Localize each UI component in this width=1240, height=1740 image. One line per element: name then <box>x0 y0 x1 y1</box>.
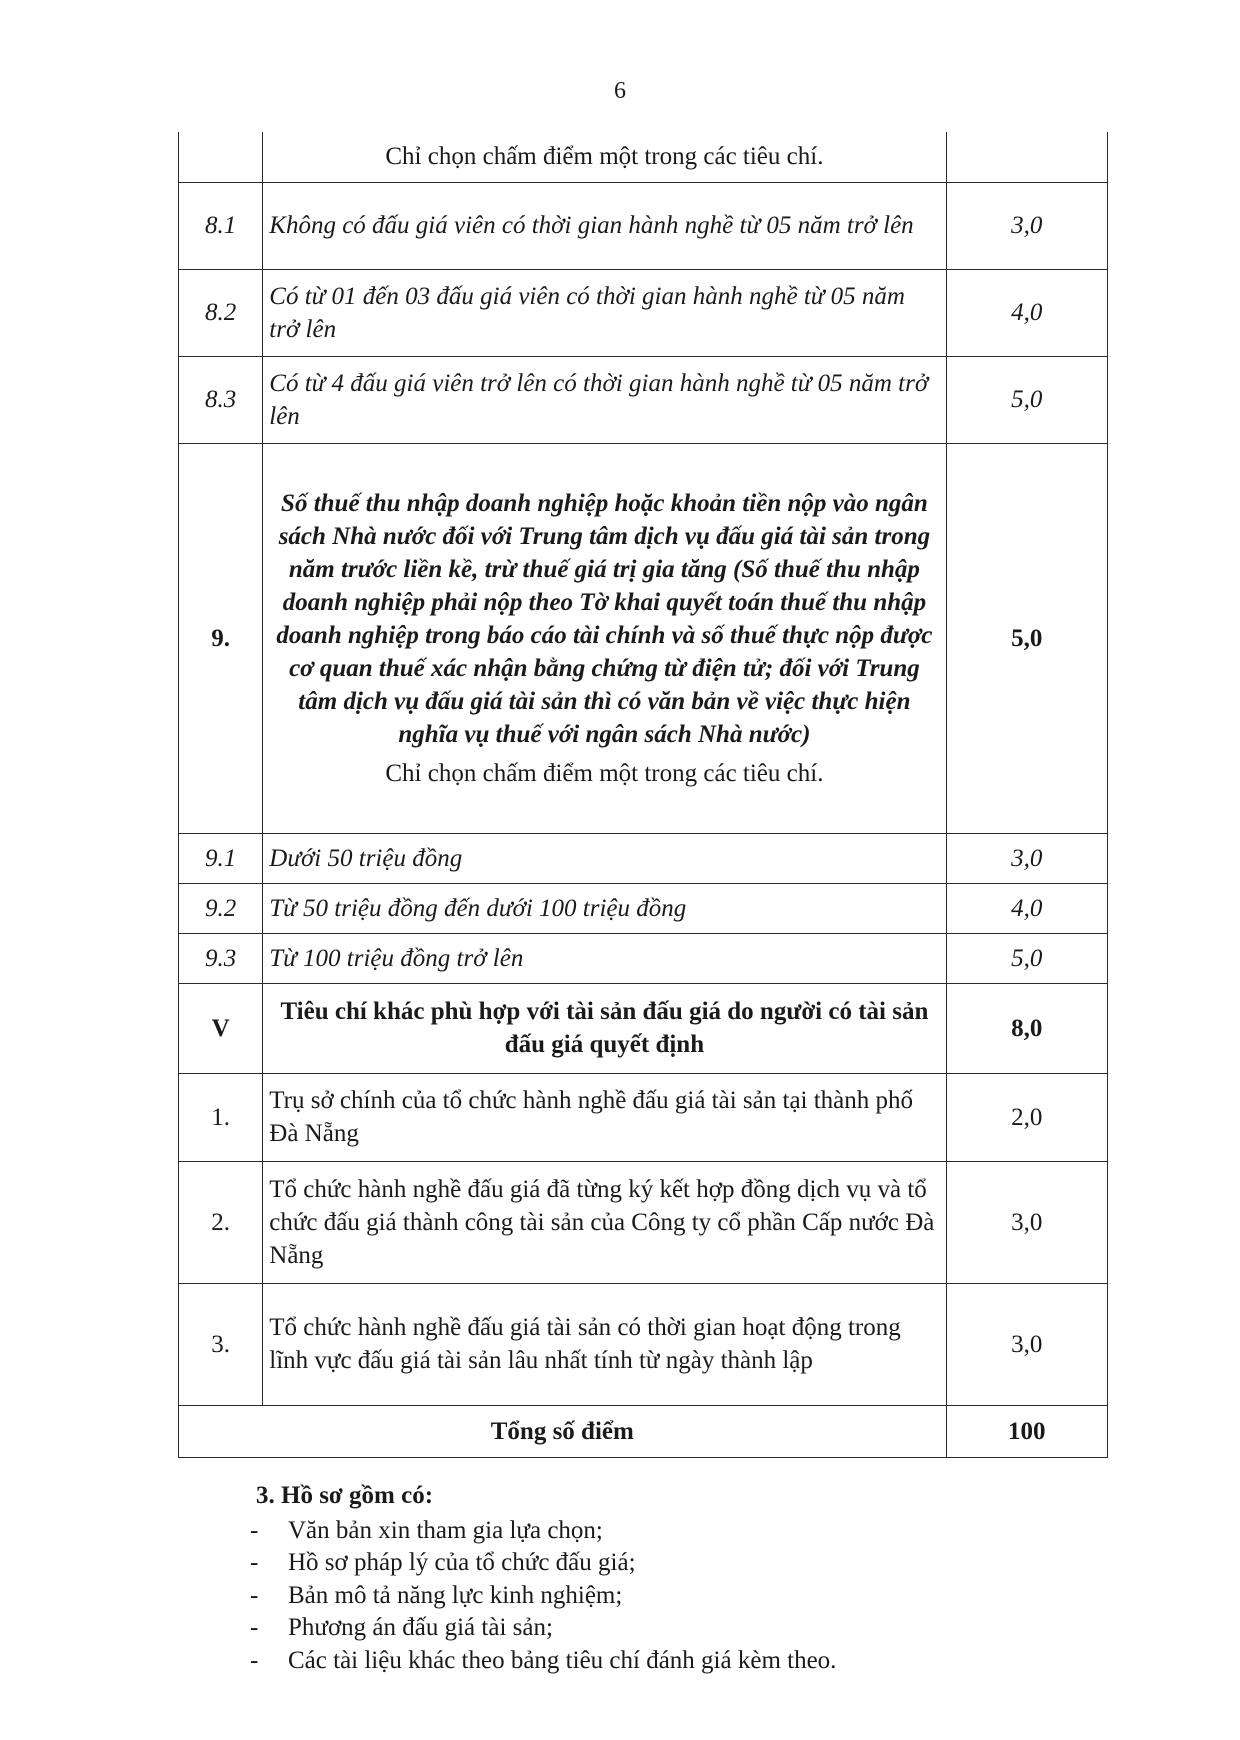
list-item <box>250 1547 1110 1580</box>
table-row <box>179 833 1108 883</box>
table-row <box>179 132 1108 182</box>
row-number: 8.3 <box>179 356 263 443</box>
section-heading: 3. Hồ sơ gồm có: <box>256 1482 434 1509</box>
row-score <box>946 132 1107 182</box>
table-row <box>179 883 1108 933</box>
row-number: 1. <box>179 1073 263 1161</box>
row-score: 5,0 <box>946 356 1107 443</box>
list-item-text: Hồ sơ pháp lý của tổ chức đấu giá; <box>288 1549 636 1576</box>
row-number: 3. <box>179 1283 263 1405</box>
row-number: 2. <box>179 1161 263 1283</box>
table-row <box>179 356 1108 443</box>
table-row <box>179 983 1108 1073</box>
row-content: Từ 100 triệu đồng trở lên <box>263 933 946 983</box>
row-score: 3,0 <box>946 182 1107 269</box>
list-item-text: Bản mô tả năng lực kinh nghiệm; <box>288 1581 623 1609</box>
row-content: Tiêu chí khác phù hợp với tài sản đấu giá do người có tài sản đấu giá quyết định <box>263 983 946 1073</box>
row-score: 3,0 <box>946 833 1107 883</box>
row-number <box>179 132 263 182</box>
list-dash: - <box>250 1549 259 1576</box>
row-score: 4,0 <box>946 883 1107 933</box>
row-score: 2,0 <box>946 1073 1107 1161</box>
row-content: Có từ 01 đến 03 đấu giá viên có thời gian hành nghề từ 05 năm trở lên <box>263 269 946 356</box>
row-number: 8.1 <box>179 182 263 269</box>
row-score: 8,0 <box>946 983 1107 1073</box>
table-row <box>179 182 1108 269</box>
list-item-text: Phương án đấu giá tài sản; <box>288 1614 553 1641</box>
page-number: 6 <box>614 78 626 104</box>
table-row <box>179 443 1108 833</box>
total-score: 100 <box>946 1405 1107 1457</box>
list-dash: - <box>250 1646 259 1674</box>
row-content: Tổ chức hành nghề đấu giá tài sản có thời gian hoạt động trong lĩnh vực đấu giá tài sản lâu nhất tính từ ngày thành lập <box>263 1283 946 1405</box>
list-item-text: Văn bản xin tham gia lựa chọn; <box>288 1516 603 1544</box>
list-item <box>250 1645 1110 1678</box>
list-item-text: Các tài liệu khác theo bảng tiêu chí đánh giá kèm theo. <box>288 1646 837 1674</box>
table-row <box>179 1161 1108 1283</box>
table-row <box>179 269 1108 356</box>
row-number: V <box>179 983 263 1073</box>
list-item <box>250 1580 1110 1613</box>
row-content: Không có đấu giá viên có thời gian hành nghề từ 05 năm trở lên <box>263 182 946 269</box>
criteria-table <box>178 132 1108 1458</box>
list-dash: - <box>250 1516 259 1544</box>
row-number: 9. <box>179 443 263 833</box>
documents-list <box>250 1515 1110 1678</box>
list-item <box>250 1612 1110 1645</box>
table-row <box>179 933 1108 983</box>
row-content: Trụ sở chính của tổ chức hành nghề đấu giá tài sản tại thành phố Đà Nẵng <box>263 1073 946 1161</box>
table-row <box>179 1283 1108 1405</box>
criterion-9-title: Số thuế thu nhập doanh nghiệp hoặc khoản tiền nộp vào ngân sách Nhà nước đối với Trung tâm dịch vụ đấu giá tài sản trong năm trước liền kề, trừ thuế giá trị gia tăng (Số thuế thu nhập doanh nghiệp phải nộp theo Tờ khai quyết toán thuế thu nhập doanh nghiệp trong báo cáo tài chính và số thuế thực nộp được cơ quan thuế xác nhận bằng chứng từ điện tử; đối với Trung tâm dịch vụ đấu giá tài sản thì có văn bản về việc thực hiện nghĩa vụ thuế với ngân sách Nhà nước) <box>276 489 933 748</box>
row-content: Có từ 4 đấu giá viên trở lên có thời gian hành nghề từ 05 năm trở lên <box>263 356 946 443</box>
row-number: 9.3 <box>179 933 263 983</box>
row-score: 4,0 <box>946 269 1107 356</box>
table-row <box>179 1073 1108 1161</box>
row-content: Tổ chức hành nghề đấu giá đã từng ký kết hợp đồng dịch vụ và tổ chức đấu giá thành công tài sản của Công ty cổ phần Cấp nước Đà Nẵng <box>263 1161 946 1283</box>
total-label: Tổng số điểm <box>179 1405 947 1457</box>
row-score: 3,0 <box>946 1283 1107 1405</box>
documents-section <box>250 1480 1110 1677</box>
selection-note: Chỉ chọn chấm điểm một trong các tiêu chí. <box>385 759 824 787</box>
row-content: Dưới 50 triệu đồng <box>263 833 946 883</box>
list-dash: - <box>250 1614 259 1641</box>
row-number: 9.1 <box>179 833 263 883</box>
row-content: Chỉ chọn chấm điểm một trong các tiêu chí. <box>263 132 946 182</box>
total-row <box>179 1405 1108 1457</box>
row-number: 8.2 <box>179 269 263 356</box>
row-score: 5,0 <box>946 443 1107 833</box>
row-score: 5,0 <box>946 933 1107 983</box>
list-item <box>250 1515 1110 1548</box>
row-content <box>263 443 946 833</box>
row-number: 9.2 <box>179 883 263 933</box>
list-dash: - <box>250 1581 259 1609</box>
row-score: 3,0 <box>946 1161 1107 1283</box>
row-content: Từ 50 triệu đồng đến dưới 100 triệu đồng <box>263 883 946 933</box>
